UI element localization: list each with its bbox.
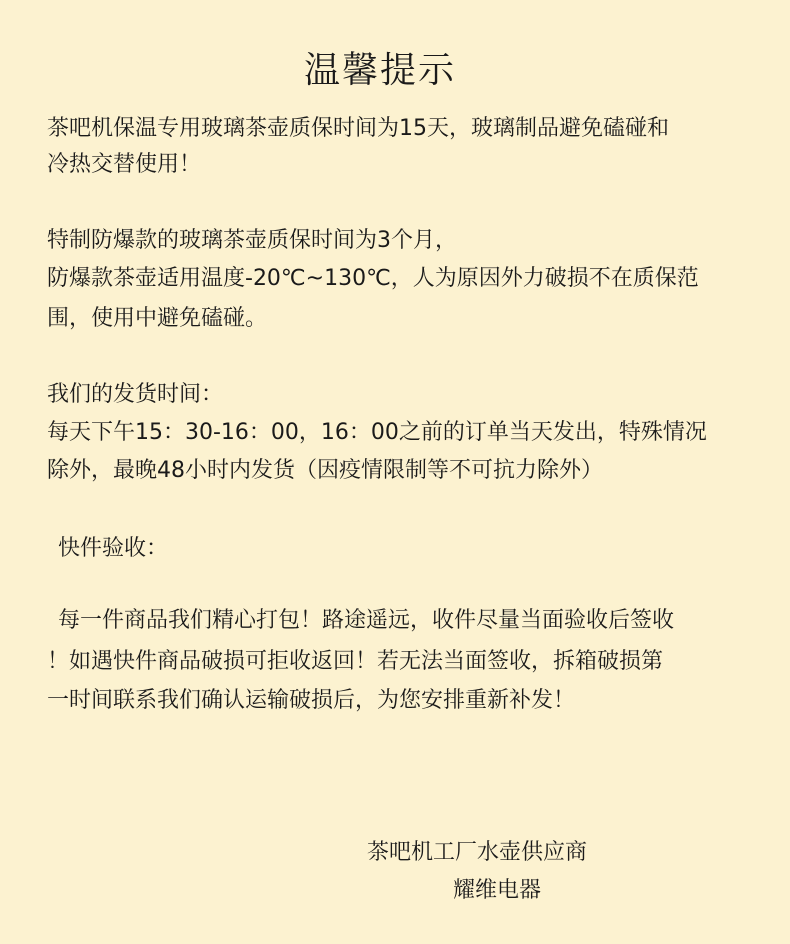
warranty-line-1: 茶吧机保温专用玻璃茶壶质保时间为15天，玻璃制品避免磕碰和 xyxy=(47,116,669,141)
shipping-line-1: 每天下午15：30-16：00，16：00之前的订单当天发出，特殊情况 xyxy=(47,420,707,445)
inspection-line-1: 每一件商品我们精心打包！路途遥远，收件尽量当面验收后签收 xyxy=(58,608,675,633)
explosion-proof-line-1: 特制防爆款的玻璃茶壶质保时间为3个月， xyxy=(47,228,457,253)
inspection-line-2: ！如遇快件商品破损可拒收返回！若无法当面签收，拆箱破损第 xyxy=(47,649,664,674)
supplier-signature: 茶吧机工厂水壶供应商 xyxy=(367,840,588,865)
shipping-heading: 我们的发货时间： xyxy=(47,382,224,407)
inspection-line-3: 一时间联系我们确认运输破损后，为您安排重新补发！ xyxy=(47,688,576,713)
company-signature: 耀维电器 xyxy=(453,878,542,903)
explosion-proof-line-3: 围，使用中避免磕碰。 xyxy=(47,306,268,331)
page-title: 温馨提示 xyxy=(303,50,456,91)
explosion-proof-line-2: 防爆款茶壶适用温度-20℃~130℃，人为原因外力破损不在质保范 xyxy=(47,266,699,291)
inspection-heading: 快件验收： xyxy=(58,536,169,561)
warranty-line-2: 冷热交替使用！ xyxy=(47,152,202,177)
shipping-line-2: 除外，最晚48小时内发货（因疫情限制等不可抗力除外） xyxy=(47,458,603,483)
